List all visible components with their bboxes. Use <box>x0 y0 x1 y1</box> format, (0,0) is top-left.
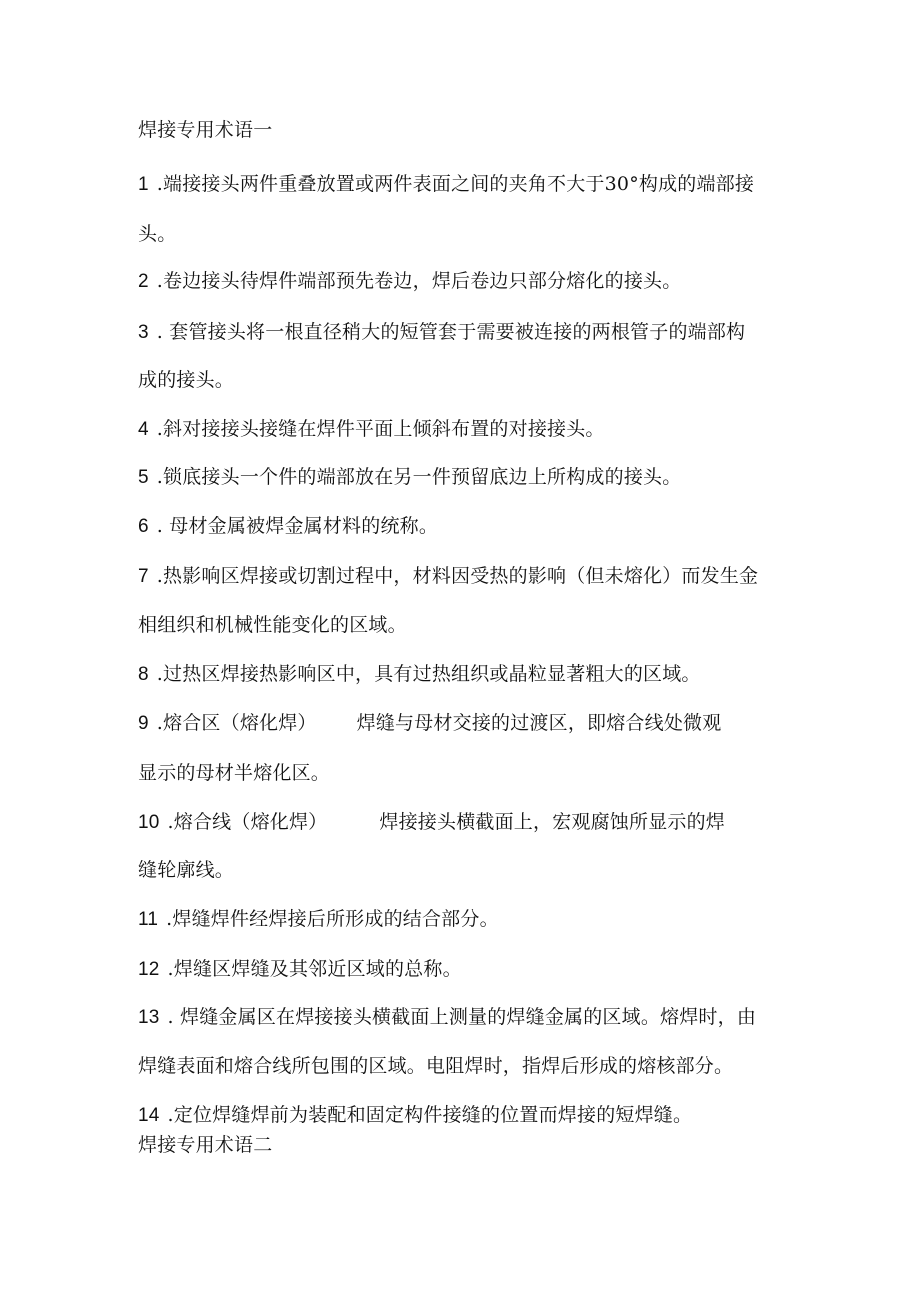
item-text: 焊接接头横截面上，宏观腐蚀所显示的焊 <box>379 811 725 833</box>
item-number: 7 <box>138 566 149 587</box>
term-item-11 <box>138 907 499 932</box>
item-text: . 焊缝金属区在焊接接头横截面上测量的焊缝金属的区域。熔焊时，由 <box>167 1006 757 1028</box>
item-text: .焊缝焊件经焊接后所形成的结合部分。 <box>166 908 499 930</box>
term-item-8 <box>138 662 701 687</box>
term-item-4 <box>138 417 605 442</box>
item-number: 10 <box>138 812 160 833</box>
item-text: 焊缝与母材交接的过渡区，即熔合线处微观 <box>356 712 722 734</box>
item-text: . 套管接头将一根直径稍大的短管套于需要被连接的两根管子的端部构 <box>156 321 746 343</box>
item-text: .卷边接头待焊件端部预先卷边，焊后卷边只部分熔化的接头。 <box>156 270 682 292</box>
item-number: 9 <box>138 713 149 734</box>
term-item-3-cont: 成的接头。 <box>138 369 235 391</box>
item-number: 2 <box>138 271 149 292</box>
item-number: 1 <box>138 174 149 195</box>
item-number: 3 <box>138 322 149 343</box>
item-number: 11 <box>138 909 159 930</box>
term-item-7 <box>138 564 758 589</box>
item-number: 8 <box>138 664 149 685</box>
term-item-7-cont: 相组织和机械性能变化的区域。 <box>138 614 407 636</box>
term-item-13-cont: 焊缝表面和熔合线所包围的区域。电阻焊时，指焊后形成的熔核部分。 <box>138 1055 734 1077</box>
term-item-13 <box>138 1005 756 1030</box>
term-item-1-cont: 头。 <box>138 223 177 245</box>
item-term: .熔合线（熔化焊） <box>167 811 328 833</box>
term-item-9-cont: 显示的母材半熔化区。 <box>138 762 331 784</box>
item-text: .斜对接接头接缝在焊件平面上倾斜布置的对接接头。 <box>156 418 605 440</box>
term-item-14 <box>138 1103 692 1128</box>
term-item-6 <box>138 514 438 539</box>
term-item-9 <box>138 711 721 736</box>
item-number: 5 <box>138 467 149 488</box>
item-text: .过热区焊接热影响区中，具有过热组织或晶粒显著粗大的区域。 <box>156 663 701 685</box>
item-number: 6 <box>138 516 149 537</box>
term-item-12 <box>138 957 462 982</box>
item-text: .锁底接头一个件的端部放在另一件预留底边上所构成的接头。 <box>156 466 682 488</box>
item-text: .热影响区焊接或切割过程中，材料因受热的影响（但未熔化）而发生金 <box>156 565 759 587</box>
term-item-2 <box>138 269 681 294</box>
term-item-10-cont: 缝轮廓线。 <box>138 859 235 881</box>
item-text: .定位焊缝焊前为装配和固定构件接缝的位置而焊接的短焊缝。 <box>167 1104 693 1126</box>
term-item-5 <box>138 465 681 490</box>
item-text: . 母材金属被焊金属材料的统称。 <box>156 515 439 537</box>
item-number: 13 <box>138 1007 160 1028</box>
item-number: 4 <box>138 419 149 440</box>
item-text: .焊缝区焊缝及其邻近区域的总称。 <box>167 958 462 980</box>
section-title-2: 焊接专用术语二 <box>138 1134 273 1156</box>
item-text: .端接接头两件重叠放置或两件表面之间的夹角不大于30°构成的端部接 <box>156 173 755 195</box>
item-number: 14 <box>138 1105 160 1126</box>
section-title-1: 焊接专用术语一 <box>138 119 273 141</box>
item-term: .熔合区（熔化焊） <box>156 712 317 734</box>
item-number: 12 <box>138 959 160 980</box>
term-item-3 <box>138 320 745 345</box>
term-item-1 <box>138 172 754 197</box>
term-item-10 <box>138 810 725 835</box>
